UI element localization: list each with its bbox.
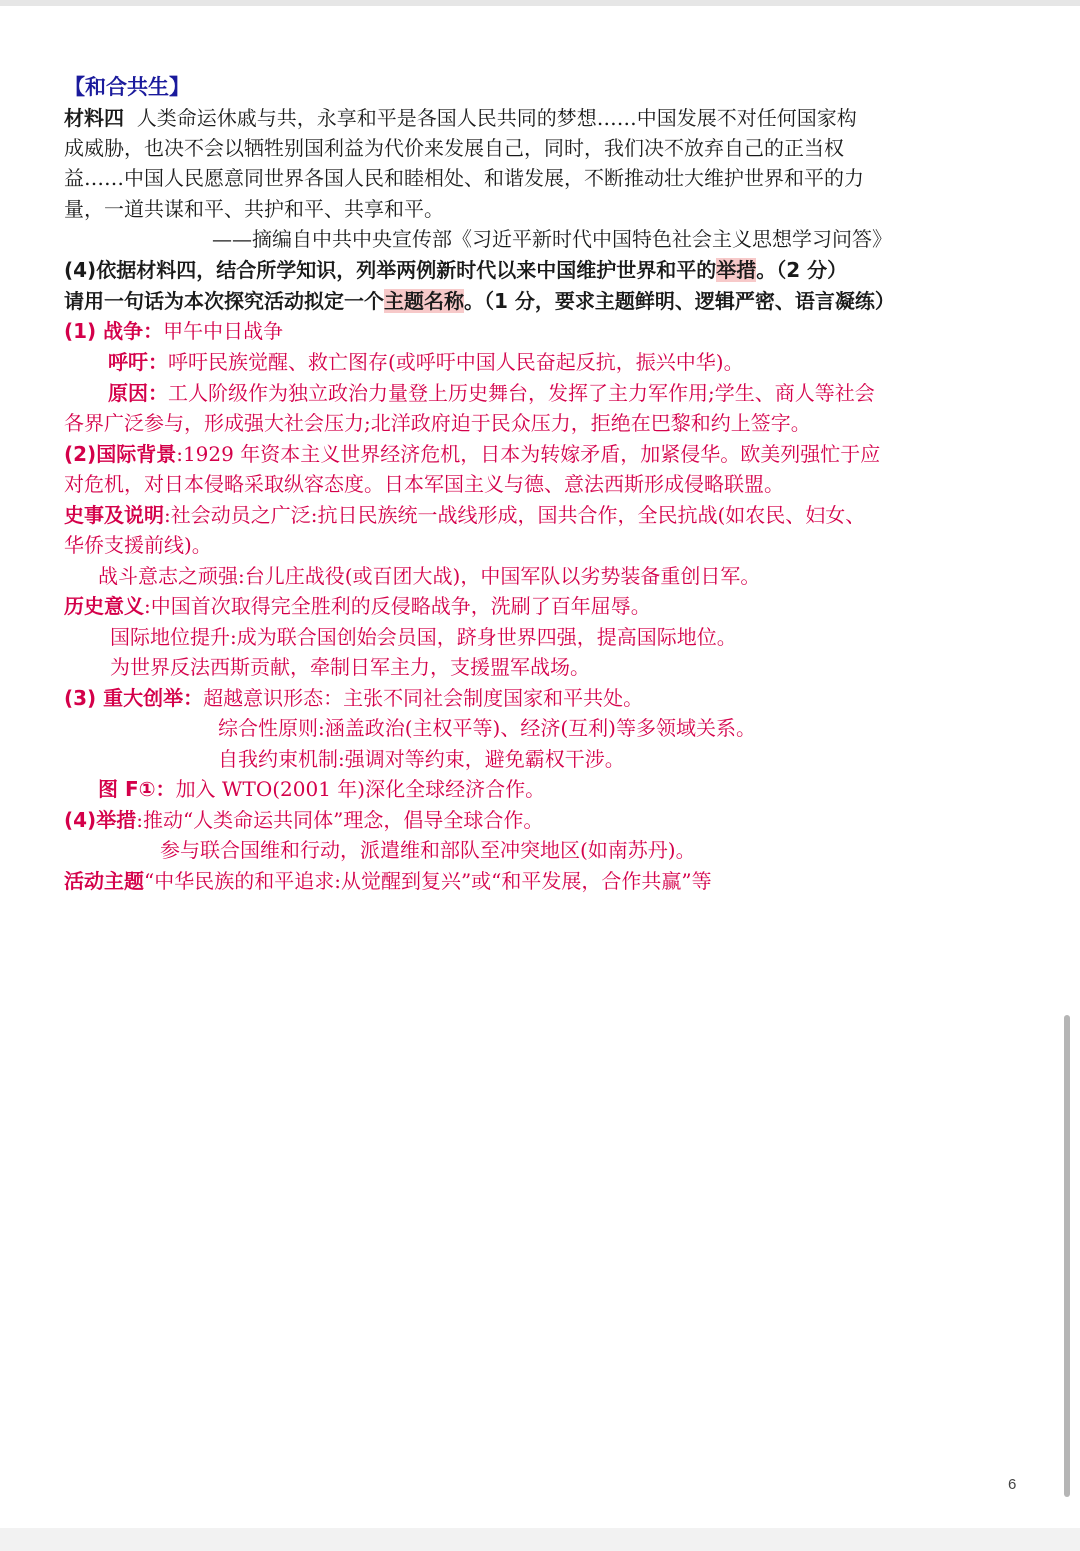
material-line-3: 益……中国人民愿意同世界各国人民和睦相处、和谐发展，不断推动壮大维护世界和平的力 xyxy=(64,166,864,190)
answer-1-text: 甲午中日战争 xyxy=(163,319,284,343)
answer-3-text-1: 超越意识形态：主张不同社会制度国家和平共处。 xyxy=(203,686,644,710)
answer-2-sig-text-2: 国际地位提升:成为联合国创始会员国，跻身世界四强，提高国际地位。 xyxy=(110,625,737,649)
answer-1-reason-label: 原因： xyxy=(108,381,168,405)
answer-theme xyxy=(64,866,712,896)
material-source: ——摘编自中共中央宣传部《习近平新时代中国特色社会主义思想学习问答》 xyxy=(212,227,892,251)
answer-3-text-2: 综合性原则:涵盖政治(主权平等)、经济(互利)等多领域关系。 xyxy=(218,716,756,740)
answer-1-war xyxy=(64,316,283,346)
material-line-1 xyxy=(64,103,857,133)
question-theme-pre: 请用一句话为本次探究活动拟定一个 xyxy=(64,289,384,313)
material-text-1: 人类命运休戚与共，永享和平是各国人民共同的梦想……中国发展不对任何国家构 xyxy=(136,106,857,130)
question-theme-highlight: 主题名称 xyxy=(384,289,464,313)
answer-1-call-text: 呼吁民族觉醒、救亡图存(或呼吁中国人民奋起反抗，振兴中华)。 xyxy=(168,350,744,374)
question-theme xyxy=(64,286,895,316)
material-line-2: 成威胁，也决不会以牺牲别国利益为代价来发展自己，同时，我们决不放弃自己的正当权 xyxy=(64,136,844,160)
answer-2-facts-label: 史事及说明 xyxy=(64,503,164,527)
answer-2-facts xyxy=(64,500,865,530)
answer-1-reason xyxy=(108,378,875,408)
question-4 xyxy=(64,255,847,285)
answer-4-text-2: 参与联合国维和行动，派遣维和部队至冲突地区(如南苏丹)。 xyxy=(160,838,696,862)
answer-2-facts-text-1: :社会动员之广泛:抗日民族统一战线形成，国共合作，全民抗战(如农民、妇女、 xyxy=(164,503,866,527)
answer-theme-text: “中华民族的和平追求:从觉醒到复兴”或“和平发展，合作共赢”等 xyxy=(144,869,712,893)
answer-4-text-1: :推动“人类命运共同体”理念，倡导全球合作。 xyxy=(136,808,544,832)
question-4-post: 。（2 分） xyxy=(756,258,848,282)
answer-2-label: (2)国际背景 xyxy=(64,442,177,466)
answer-3-label: (3) 重大创举： xyxy=(64,686,204,710)
question-4-highlight: 举措 xyxy=(716,258,757,282)
answer-1-call-label: 呼吁： xyxy=(108,350,168,374)
answer-2-text-2: 对危机，对日本侵略采取纵容态度。日本军国主义与德、意法西斯形成侵略联盟。 xyxy=(64,472,784,496)
answer-3-figure xyxy=(98,774,545,804)
answer-3-fig-text: 加入 WTO(2001 年)深化全球经济合作。 xyxy=(175,777,546,801)
question-4-pre: (4)依据材料四，结合所学知识，列举两例新时代以来中国维护世界和平的 xyxy=(64,258,717,282)
answer-2-sig-text-3: 为世界反法西斯贡献，牵制日军主力，支援盟军战场。 xyxy=(110,655,590,679)
answer-3-text-3: 自我约束机制:强调对等约束，避免霸权干涉。 xyxy=(218,747,625,771)
answer-2-facts-text-2: 华侨支援前线)。 xyxy=(64,533,212,557)
answer-2-background xyxy=(64,439,880,469)
answer-4-label: (4)举措 xyxy=(64,808,137,832)
question-theme-post: 。（1 分，要求主题鲜明、逻辑严密、语言凝练） xyxy=(464,289,895,313)
answer-theme-label: 活动主题 xyxy=(64,869,144,893)
answer-4-measures xyxy=(64,805,543,835)
answer-3-fig-label: 图 F①： xyxy=(98,777,176,801)
answer-2-facts-text-3: 战斗意志之顽强:台儿庄战役(或百团大战)，中国军队以劣势装备重创日军。 xyxy=(98,564,761,588)
answer-2-sig-text-1: :中国首次取得完全胜利的反侵略战争，洗刷了百年屈辱。 xyxy=(144,594,651,618)
material-line-4: 量，一道共谋和平、共护和平、共享和平。 xyxy=(64,197,444,221)
answer-1-reason-text-2: 各界广泛参与，形成强大社会压力;北洋政府迫于民众压力，拒绝在巴黎和约上签字。 xyxy=(64,411,811,435)
page-number: 6 xyxy=(1008,1476,1017,1493)
answer-1-call xyxy=(108,347,744,377)
section-title: 【和合共生】 xyxy=(64,75,190,99)
answer-2-significance xyxy=(64,591,651,621)
scrollbar-thumb[interactable] xyxy=(1064,1015,1070,1497)
answer-1-label: (1) 战争： xyxy=(64,319,164,343)
material-label: 材料四 xyxy=(64,106,124,130)
answer-1-reason-text-1: 工人阶级作为独立政治力量登上历史舞台，发挥了主力军作用;学生、商人等社会 xyxy=(168,381,875,405)
answer-2-sig-label: 历史意义 xyxy=(64,594,144,618)
answer-3-innovation xyxy=(64,683,643,713)
answer-2-text-1: :1929 年资本主义世界经济危机，日本为转嫁矛盾，加紧侵华。欧美列强忙于应 xyxy=(176,442,881,466)
